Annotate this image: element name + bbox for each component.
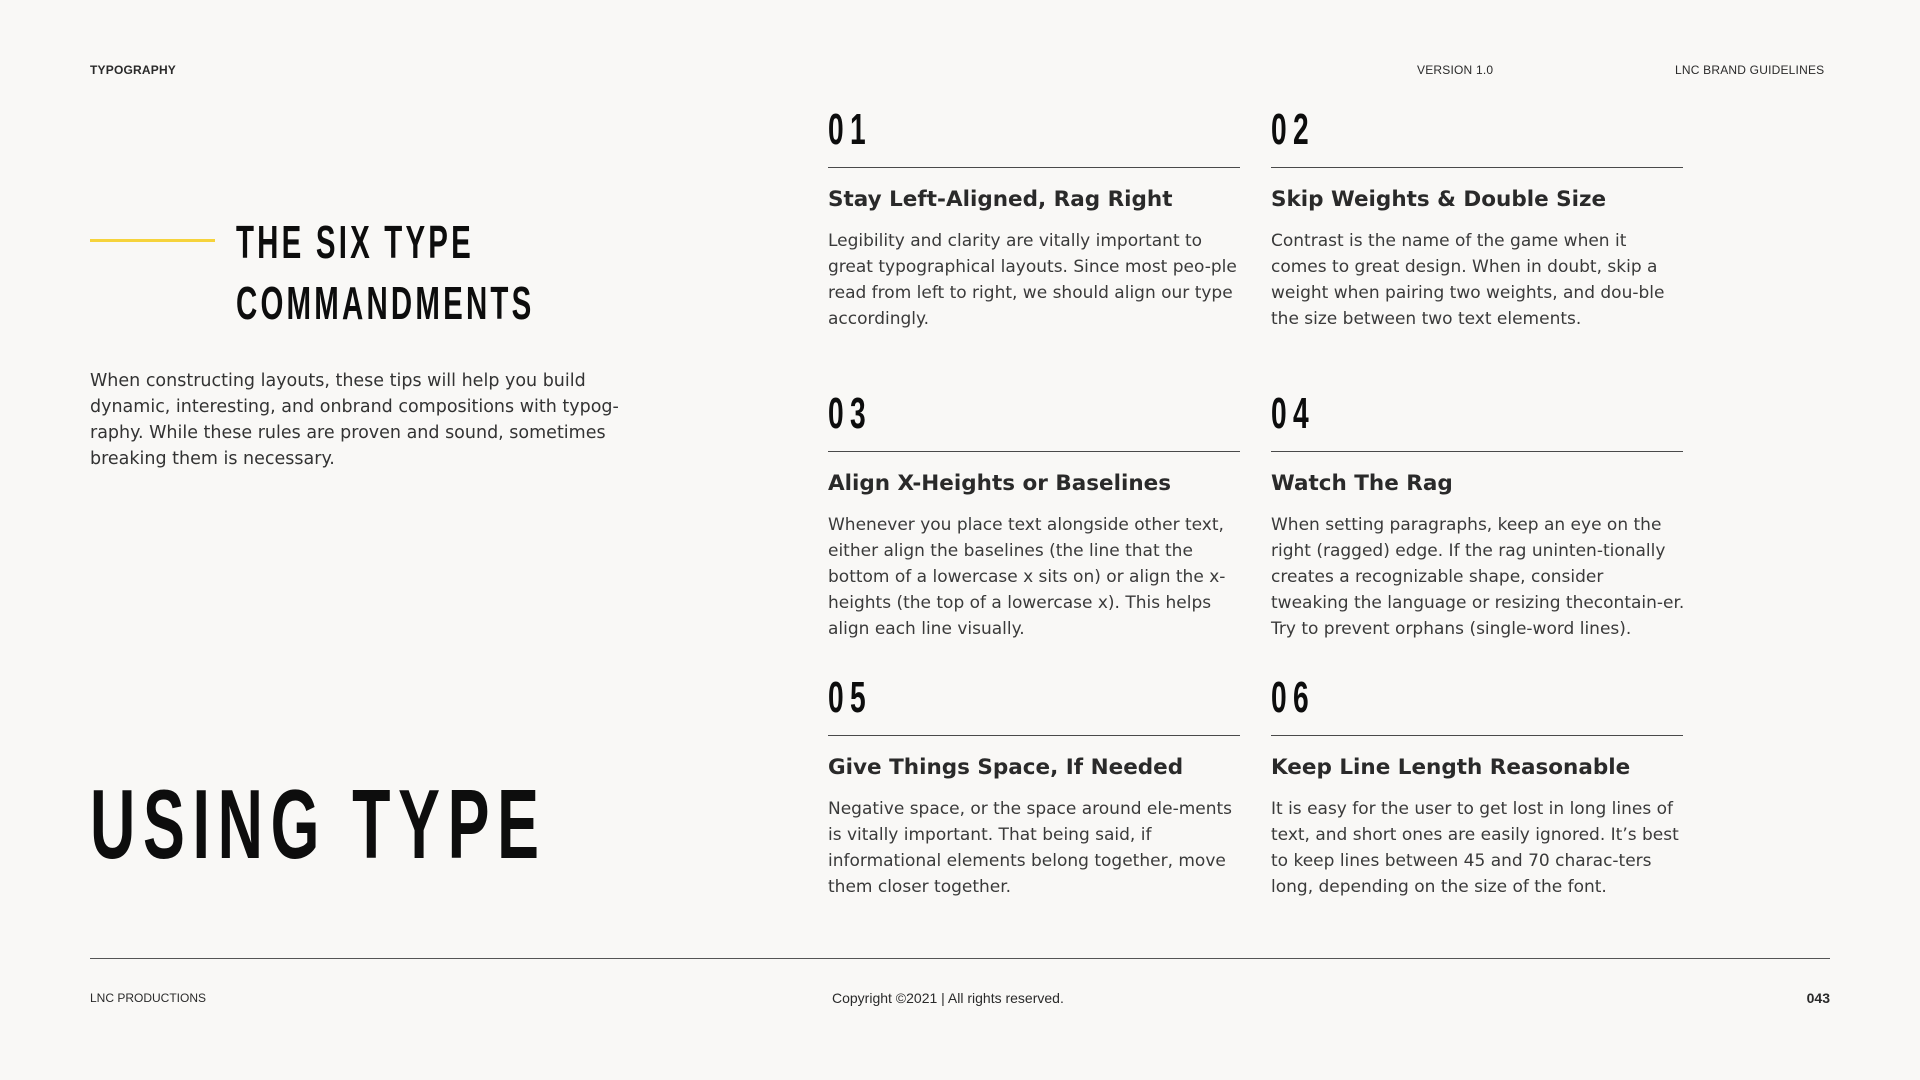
footer-copyright: Copyright ©2021 | All rights reserved. [832, 990, 1064, 1006]
item-number: 02 [1271, 105, 1316, 154]
item-number: 03 [828, 389, 873, 438]
item-title: Align X-Heights or Baselines [828, 471, 1172, 496]
commandment-item [828, 389, 1243, 642]
commandment-item [828, 673, 1243, 900]
item-title: Keep Line Length Reasonable [1271, 755, 1631, 780]
item-title: Skip Weights & Double Size [1271, 187, 1607, 212]
item-divider [1271, 735, 1683, 736]
version-label: VERSION 1.0 [1417, 63, 1494, 77]
item-body: Contrast is the name of the game when it comes to great design. When in doubt, skip a weight when pairing two weights, and dou-ble the size between two text elements. [1271, 231, 1665, 329]
page-number: 043 [1806, 990, 1830, 1006]
item-number: 06 [1271, 673, 1316, 722]
section-label: TYPOGRAPHY [90, 63, 177, 77]
item-number: 04 [1271, 389, 1316, 438]
item-divider [828, 167, 1240, 168]
item-body: Legibility and clarity are vitally important to great typographical layouts. Since most peo-ple read from left to right, we should align our type accordingly. [828, 231, 1237, 329]
brand-guidelines-label: LNC BRAND GUIDELINES [1675, 63, 1825, 77]
big-section-title: USING TYPE [90, 769, 547, 879]
intro-paragraph: When constructing layouts, these tips will help you build dynamic, interesting, and onbrand compositions with typog-raphy. While these rules are proven and sound, sometimes breaking them is necessary. [90, 371, 619, 469]
item-divider [828, 735, 1240, 736]
commandment-item [1271, 673, 1686, 900]
item-title: Stay Left-Aligned, Rag Right [828, 187, 1173, 212]
item-body: Whenever you place text alongside other text, either align the baselines (the line that the bottom of a lowercase x sits on) or align the x-heights (the top of a lowercase x). This helps align each line visually. [828, 515, 1226, 639]
item-number: 05 [828, 673, 873, 722]
item-divider [1271, 451, 1683, 452]
commandment-item [1271, 389, 1686, 642]
item-body: It is easy for the user to get lost in long lines of text, and short ones are easily ignored. It’s best to keep lines between 45 and 70 charac-ters long, depending on the size of the font. [1271, 799, 1679, 897]
item-body: Negative space, or the space around ele-ments is vitally important. That being said, if informational elements belong together, move them closer together. [828, 799, 1233, 897]
footer-company: LNC PRODUCTIONS [90, 991, 207, 1005]
commandment-item [1271, 105, 1686, 332]
page-title-line-2: COMMANDMENTS [236, 277, 535, 329]
item-body: When setting paragraphs, keep an eye on the right (ragged) edge. If the rag uninten-tionally creates a recognizable shape, consider tweaking the language or resizing thecontain-er. Try to prevent orphans (single-word lines). [1271, 515, 1685, 639]
footer-divider [90, 958, 1830, 959]
page-title-line-1: THE SIX TYPE [236, 216, 474, 268]
commandment-item [828, 105, 1243, 332]
item-title: Watch The Rag [1271, 471, 1453, 496]
title-accent-line [90, 239, 215, 242]
item-title: Give Things Space, If Needed [828, 755, 1184, 780]
item-divider [828, 451, 1240, 452]
item-divider [1271, 167, 1683, 168]
item-number: 01 [828, 105, 873, 154]
